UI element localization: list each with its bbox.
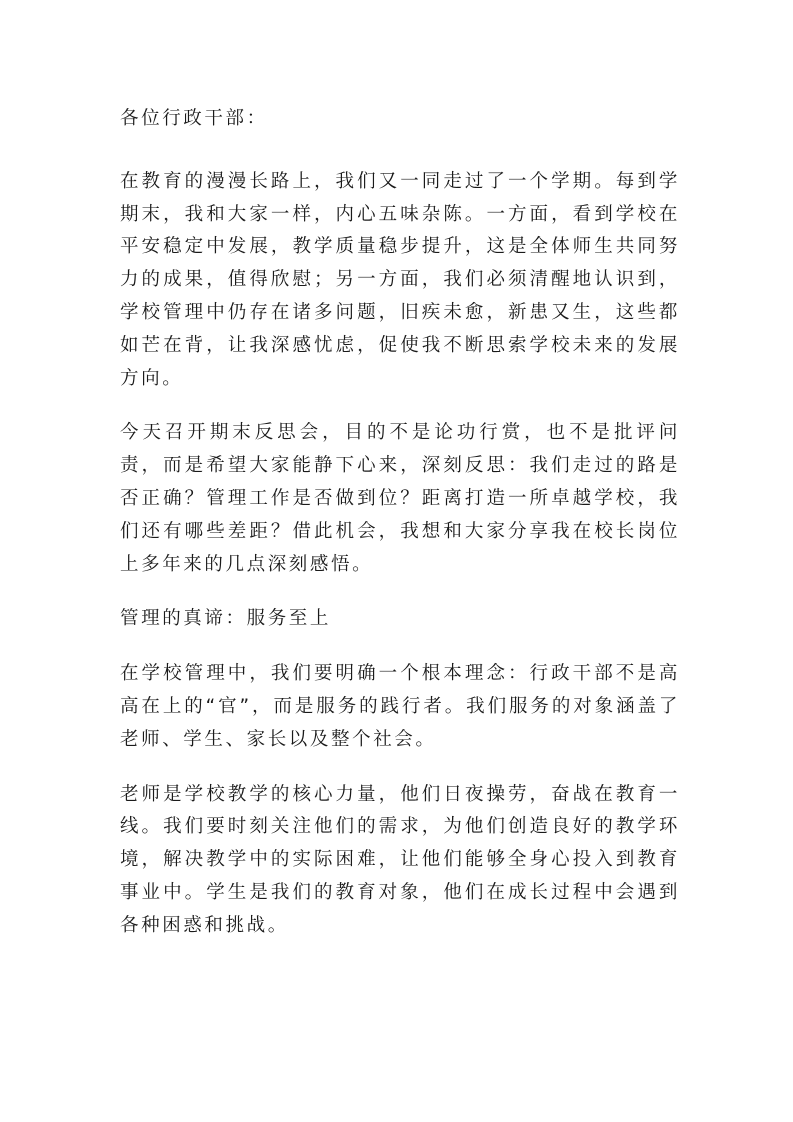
- intro-paragraph-1: 在教育的漫漫长路上，我们又一同走过了一个学期。每到学期末，我和大家一样，内心五味杂陈。一方面，看到学校在平安稳定中发展，教学质量稳步提升，这是全体师生共同努力的成果，值得欣慰；另一方面，我们必须清醒地认识到，学校管理中仍存在诸多问题，旧疾未愈，新患又生，这些都如芒在背，让我深感忧虑，促使我不断思索学校未来的发展方向。: [120, 170, 680, 389]
- section-paragraph-2: 老师是学校教学的核心力量，他们日夜操劳，奋战在教育一线。我们要时刻关注他们的需求，为他们创造良好的教学环境，解决教学中的实际困难，让他们能够全身心投入到教育事业中。学生是我们的教育对象，他们在成长过程中会遇到各种困惑和挑战。: [120, 783, 680, 936]
- section-heading: 管理的真谛：服务至上: [120, 608, 332, 630]
- salutation: 各位行政干部：: [120, 108, 268, 129]
- intro-paragraph-2: 今天召开期末反思会，目的不是论功行赏，也不是批评问责，而是希望大家能静下心来，深刻反思：我们走过的路是否正确？管理工作是否做到位？距离打造一所卓越学校，我们还有哪些差距？借此机会，我想和大家分享我在校长岗位上多年来的几点深刻感悟。: [120, 422, 680, 575]
- section-paragraph-1: 在学校管理中，我们要明确一个根本理念：行政干部不是高高在上的“官”，而是服务的践行者。我们服务的对象涵盖了老师、学生、家长以及整个社会。: [120, 663, 680, 750]
- document-page: [120, 103, 680, 965]
